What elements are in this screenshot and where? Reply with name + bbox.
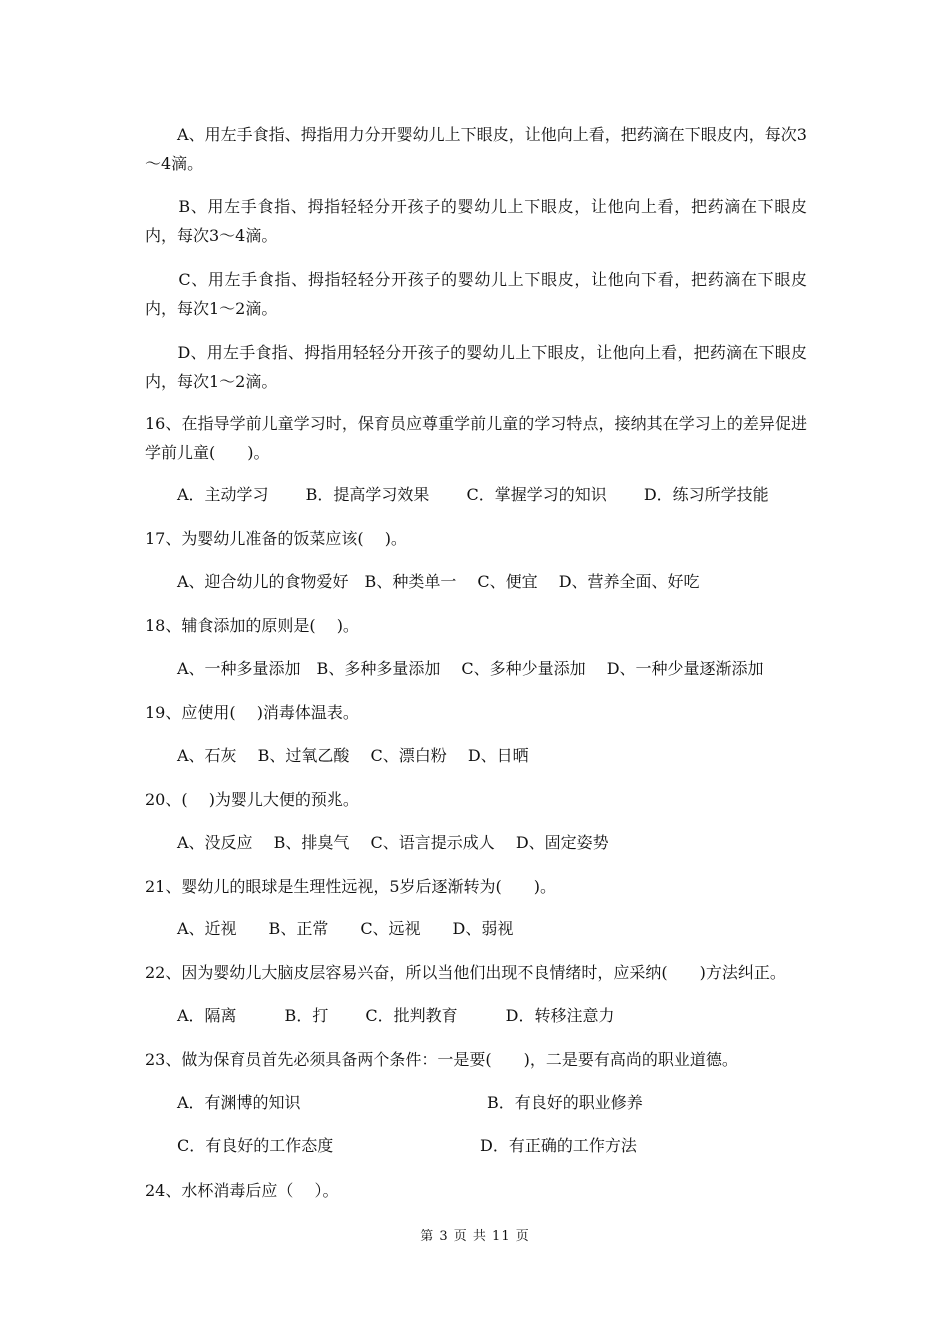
q20-stem: 20、( )为婴儿大便的预兆。 <box>145 790 359 809</box>
q22-options: A．隔离 B．打 C．批判教育 D．转移注意力 <box>177 1006 615 1025</box>
q15-option-a: A、用左手食指、拇指用力分开婴幼儿上下眼皮，让他向上看，把药滴在下眼皮内，每次3～4滴。 <box>145 125 807 173</box>
q16-options: A．主动学习 B．提高学习效果 C．掌握学习的知识 D．练习所学技能 <box>177 485 769 504</box>
q20-options: A、没反应 B、排臭气 C、语言提示成人 D、固定姿势 <box>177 833 609 852</box>
q23-option-b: B．有良好的职业修养 <box>487 1093 643 1112</box>
q19-stem: 19、应使用( )消毒体温表。 <box>145 703 359 722</box>
page-footer: 第 3 页 共 11 页 <box>420 1229 530 1244</box>
q15-option-d: D、用左手食指、拇指用轻轻分开孩子的婴幼儿上下眼皮，让他向上看，把药滴在下眼皮内，每次1～2滴。 <box>145 343 807 391</box>
q23-stem: 23、做为保育员首先必须具备两个条件：一是要( )，二是要有高尚的职业道德。 <box>145 1050 738 1069</box>
q18-options: A、一种多量添加 B、多种多量添加 C、多种少量添加 D、一种少量逐渐添加 <box>177 659 764 678</box>
q23-option-a: A．有渊博的知识 <box>177 1093 301 1112</box>
q23-option-c: C．有良好的工作态度 <box>177 1136 334 1155</box>
q21-options: A、近视 B、正常 C、远视 D、弱视 <box>177 919 514 938</box>
q21-stem: 21、婴幼儿的眼球是生理性远视，5岁后逐渐转为( )。 <box>145 877 557 896</box>
q16-stem: 16、在指导学前儿童学习时，保育员应尊重学前儿童的学习特点，接纳其在学习上的差异促进学前儿童( )。 <box>145 414 807 462</box>
q15-option-b: B、用左手食指、拇指轻轻分开孩子的婴幼儿上下眼皮，让他向上看，把药滴在下眼皮内，每次3～4滴。 <box>145 197 807 245</box>
q17-options: A、迎合幼儿的食物爱好 B、种类单一 C、便宜 D、营养全面、好吃 <box>177 572 700 591</box>
q24-stem: 24、水杯消毒后应（ ）。 <box>145 1181 339 1200</box>
q18-stem: 18、辅食添加的原则是( )。 <box>145 616 359 635</box>
q15-option-c: C、用左手食指、拇指轻轻分开孩子的婴幼儿上下眼皮，让他向下看，把药滴在下眼皮内，每次1～2滴。 <box>145 270 807 318</box>
q19-options: A、石灰 B、过氧乙酸 C、漂白粉 D、日晒 <box>177 746 529 765</box>
q17-stem: 17、为婴幼儿准备的饭菜应该( )。 <box>145 529 407 548</box>
q23-option-d: D．有正确的工作方法 <box>480 1136 637 1155</box>
q22-stem: 22、因为婴幼儿大脑皮层容易兴奋，所以当他们出现不良情绪时，应采纳( )方法纠正。 <box>145 963 786 982</box>
